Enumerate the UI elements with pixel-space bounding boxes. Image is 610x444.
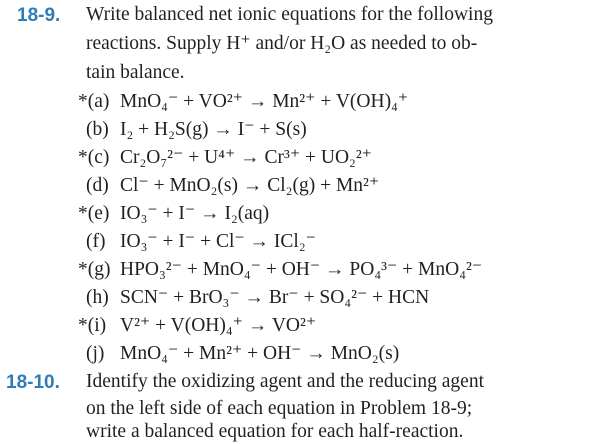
equation-j: (j) [86,343,105,364]
equation-i: *(i) [78,315,107,336]
equation-d-text: Cl⁻ + MnO₂(s) → Cl₂(g) + Mn²⁺ [120,175,380,196]
equation-a: *(a) [78,91,110,112]
equation-f-text: IO₃⁻ + I⁻ + Cl⁻ → ICl₂⁻ [120,231,316,252]
intro-line-3: tain balance. [86,62,185,83]
problem-number-18-10: 18-10. [6,372,60,393]
intro-line-1: Write balanced net ionic equations for the following [86,4,493,25]
equation-i-text: V²⁺ + V(OH)₄⁺ → VO²⁺ [120,315,317,336]
equation-c: *(c) [78,147,110,168]
intro-line-2: reactions. Supply H⁺ and/or H₂O as needed to ob- [86,33,478,54]
problem-10-line-3: write a balanced equation for each half-reaction. [86,421,464,442]
problem-number-18-9: 18-9. [17,5,61,26]
equation-a-text: MnO₄⁻ + VO²⁺ → Mn²⁺ + V(OH)₄⁺ [120,91,409,112]
equation-h-text: SCN⁻ + BrO₃⁻ → Br⁻ + SO₄²⁻ + HCN [120,287,430,308]
equation-c-text: Cr₂O₇²⁻ + U⁴⁺ → Cr³⁺ + UO₂²⁺ [120,147,372,168]
equation-d: (d) [86,175,109,196]
equation-g: *(g) [78,259,111,280]
equation-g-text: HPO₃²⁻ + MnO₄⁻ + OH⁻ → PO₄³⁻ + MnO₄²⁻ [120,259,483,280]
equation-f: (f) [86,231,106,252]
equation-b-text: I₂ + H₂S(g) → I⁻ + S(s) [120,119,307,140]
equation-b: (b) [86,119,109,140]
equation-e-text: IO₃⁻ + I⁻ → I₂(aq) [120,203,270,224]
equation-j-text: MnO₄⁻ + Mn²⁺ + OH⁻ → MnO₂(s) [120,343,400,364]
equation-e: *(e) [78,203,110,224]
problem-10-line-2: on the left side of each equation in Problem 18-9; [86,398,473,419]
problem-10-line-1: Identify the oxidizing agent and the reducing agent [86,371,484,392]
equation-h: (h) [86,287,109,308]
